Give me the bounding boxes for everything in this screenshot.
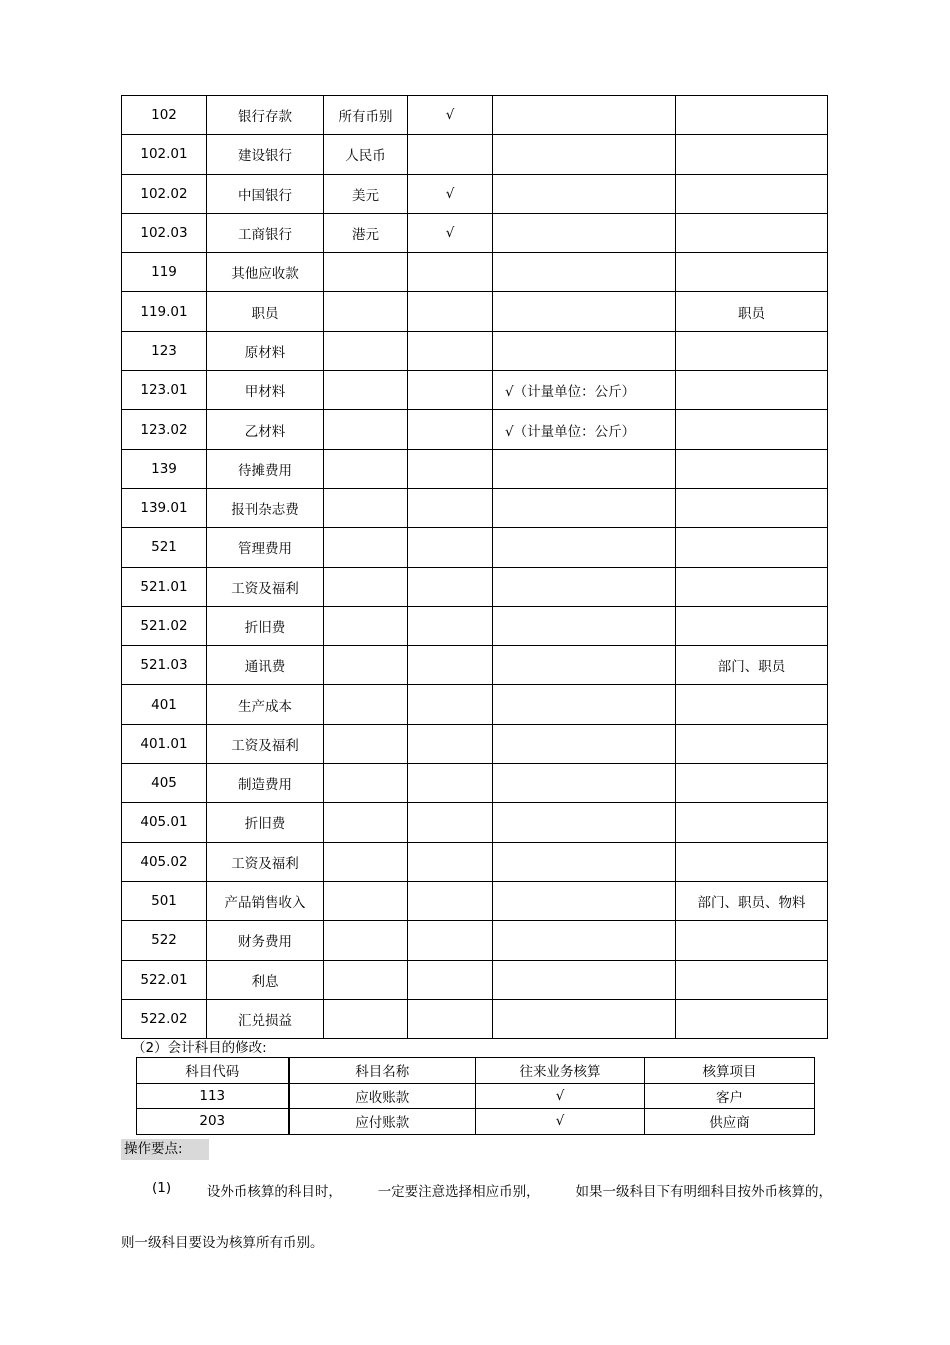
account-row xyxy=(122,881,828,920)
quantity-accounting-cell xyxy=(493,488,676,527)
foreign-currency-check-cell xyxy=(408,253,493,292)
header-cell: 科目代码 xyxy=(137,1058,289,1084)
account-code-cell: 119.01 xyxy=(122,292,207,331)
auxiliary-item-cell xyxy=(676,331,828,370)
quantity-accounting-cell xyxy=(493,528,676,567)
foreign-currency-check-cell xyxy=(408,528,493,567)
auxiliary-item-cell xyxy=(676,803,828,842)
foreign-currency-check-cell xyxy=(408,960,493,999)
quantity-accounting-cell xyxy=(493,253,676,292)
account-name-cell: 甲材料 xyxy=(207,371,324,410)
account-code-cell: 522 xyxy=(122,921,207,960)
header-cell: 科目名称 xyxy=(289,1058,476,1084)
check-cell: √ xyxy=(476,1109,645,1135)
account-name-cell: 生产成本 xyxy=(207,685,324,724)
account-code-cell: 119 xyxy=(122,253,207,292)
account-name-cell: 原材料 xyxy=(207,331,324,370)
quantity-accounting-cell xyxy=(493,449,676,488)
foreign-currency-check-cell xyxy=(408,724,493,763)
account-code-cell: 123 xyxy=(122,331,207,370)
account-row xyxy=(122,292,828,331)
auxiliary-item-cell xyxy=(676,213,828,252)
account-code-cell: 521.03 xyxy=(122,646,207,685)
foreign-currency-check-cell xyxy=(408,371,493,410)
currency-cell xyxy=(324,960,408,999)
auxiliary-item-cell: 职员 xyxy=(676,292,828,331)
auxiliary-item-cell xyxy=(676,174,828,213)
account-name-cell: 职员 xyxy=(207,292,324,331)
account-row xyxy=(122,528,828,567)
account-code-cell: 139.01 xyxy=(122,488,207,527)
quantity-accounting-cell xyxy=(493,842,676,881)
code-cell: 113 xyxy=(137,1083,289,1109)
quantity-accounting-cell: √（计量单位：公斤） xyxy=(493,371,676,410)
account-name-cell: 待摊费用 xyxy=(207,449,324,488)
currency-cell xyxy=(324,567,408,606)
account-name-cell: 银行存款 xyxy=(207,96,324,135)
foreign-currency-check-cell xyxy=(408,764,493,803)
account-row xyxy=(122,410,828,449)
account-row xyxy=(122,96,828,135)
auxiliary-item-cell xyxy=(676,960,828,999)
account-row xyxy=(122,646,828,685)
account-row xyxy=(122,921,828,960)
modification-row xyxy=(137,1109,815,1135)
account-name-cell: 工资及福利 xyxy=(207,842,324,881)
account-code-cell: 405.02 xyxy=(122,842,207,881)
currency-cell xyxy=(324,685,408,724)
auxiliary-item-cell xyxy=(676,842,828,881)
account-name-cell: 乙材料 xyxy=(207,410,324,449)
currency-cell: 美元 xyxy=(324,174,408,213)
section-heading: （2）会计科目的修改: xyxy=(132,1040,267,1056)
auxiliary-item-cell xyxy=(676,999,828,1038)
currency-cell xyxy=(324,371,408,410)
currency-cell xyxy=(324,449,408,488)
foreign-currency-check-cell xyxy=(408,606,493,645)
account-name-cell: 工资及福利 xyxy=(207,724,324,763)
auxiliary-item-cell xyxy=(676,410,828,449)
foreign-currency-check-cell xyxy=(408,921,493,960)
currency-cell: 所有币别 xyxy=(324,96,408,135)
note-line-1 xyxy=(152,1180,832,1200)
currency-cell xyxy=(324,881,408,920)
quantity-accounting-cell xyxy=(493,96,676,135)
auxiliary-item-cell xyxy=(676,449,828,488)
account-name-cell: 产品销售收入 xyxy=(207,881,324,920)
account-row xyxy=(122,371,828,410)
account-code-cell: 405 xyxy=(122,764,207,803)
quantity-accounting-cell xyxy=(493,685,676,724)
note-text: 设外币核算的科目时， xyxy=(206,1184,342,1200)
auxiliary-item-cell xyxy=(676,253,828,292)
account-name-cell: 汇兑损益 xyxy=(207,999,324,1038)
account-name-cell: 管理费用 xyxy=(207,528,324,567)
account-code-cell: 123.02 xyxy=(122,410,207,449)
account-name-cell: 利息 xyxy=(207,960,324,999)
account-name-cell: 中国银行 xyxy=(207,174,324,213)
quantity-accounting-cell xyxy=(493,764,676,803)
modification-row xyxy=(137,1083,815,1109)
account-code-cell: 521.02 xyxy=(122,606,207,645)
account-row xyxy=(122,567,828,606)
foreign-currency-check-cell xyxy=(408,567,493,606)
account-name-cell: 工商银行 xyxy=(207,213,324,252)
quantity-accounting-cell xyxy=(493,724,676,763)
account-table xyxy=(121,95,828,1039)
account-code-cell: 401 xyxy=(122,685,207,724)
account-row xyxy=(122,331,828,370)
account-code-cell: 139 xyxy=(122,449,207,488)
item-cell: 客户 xyxy=(645,1083,815,1109)
auxiliary-item-cell: 部门、职员、物料 xyxy=(676,881,828,920)
account-row xyxy=(122,174,828,213)
auxiliary-item-cell: 部门、职员 xyxy=(676,646,828,685)
foreign-currency-check-cell xyxy=(408,803,493,842)
quantity-accounting-cell xyxy=(493,331,676,370)
currency-cell xyxy=(324,331,408,370)
foreign-currency-check-cell xyxy=(408,135,493,174)
account-row xyxy=(122,685,828,724)
quantity-accounting-cell xyxy=(493,135,676,174)
account-code-cell: 401.01 xyxy=(122,724,207,763)
account-row xyxy=(122,449,828,488)
account-row xyxy=(122,842,828,881)
foreign-currency-check-cell: √ xyxy=(408,213,493,252)
account-row xyxy=(122,803,828,842)
account-name-cell: 折旧费 xyxy=(207,606,324,645)
auxiliary-item-cell xyxy=(676,528,828,567)
name-cell: 应收账款 xyxy=(289,1083,476,1109)
currency-cell xyxy=(324,646,408,685)
account-name-cell: 制造费用 xyxy=(207,764,324,803)
account-row xyxy=(122,213,828,252)
quantity-accounting-cell xyxy=(493,174,676,213)
auxiliary-item-cell xyxy=(676,606,828,645)
account-code-cell: 102.03 xyxy=(122,213,207,252)
currency-cell xyxy=(324,921,408,960)
currency-cell xyxy=(324,488,408,527)
currency-cell xyxy=(324,292,408,331)
account-name-cell: 通讯费 xyxy=(207,646,324,685)
ops-title: 操作要点: xyxy=(121,1139,209,1160)
currency-cell xyxy=(324,999,408,1038)
foreign-currency-check-cell xyxy=(408,449,493,488)
account-code-cell: 102.02 xyxy=(122,174,207,213)
currency-cell xyxy=(324,606,408,645)
auxiliary-item-cell xyxy=(676,96,828,135)
item-cell: 供应商 xyxy=(645,1109,815,1135)
currency-cell xyxy=(324,410,408,449)
account-code-cell: 102 xyxy=(122,96,207,135)
foreign-currency-check-cell xyxy=(408,842,493,881)
account-code-cell: 405.01 xyxy=(122,803,207,842)
note-text: 如果一级科目下有明细科目按外币核算的， xyxy=(575,1184,832,1200)
currency-cell xyxy=(324,528,408,567)
header-cell: 往来业务核算 xyxy=(476,1058,645,1084)
account-code-cell: 123.01 xyxy=(122,371,207,410)
foreign-currency-check-cell xyxy=(408,292,493,331)
quantity-accounting-cell xyxy=(493,960,676,999)
foreign-currency-check-cell xyxy=(408,685,493,724)
account-row xyxy=(122,606,828,645)
quantity-accounting-cell xyxy=(493,292,676,331)
currency-cell xyxy=(324,253,408,292)
foreign-currency-check-cell xyxy=(408,488,493,527)
note-text: 一定要注意选择相应币别， xyxy=(377,1184,540,1200)
foreign-currency-check-cell xyxy=(408,881,493,920)
account-row xyxy=(122,488,828,527)
auxiliary-item-cell xyxy=(676,921,828,960)
header-cell: 核算项目 xyxy=(645,1058,815,1084)
foreign-currency-check-cell xyxy=(408,410,493,449)
foreign-currency-check-cell xyxy=(408,999,493,1038)
name-cell: 应付账款 xyxy=(289,1109,476,1135)
note-line-2: 则一级科目要设为核算所有币别。 xyxy=(121,1235,324,1251)
foreign-currency-check-cell xyxy=(408,331,493,370)
modification-table xyxy=(136,1057,815,1135)
foreign-currency-check-cell: √ xyxy=(408,96,493,135)
quantity-accounting-cell xyxy=(493,921,676,960)
account-name-cell: 财务费用 xyxy=(207,921,324,960)
account-code-cell: 521.01 xyxy=(122,567,207,606)
account-row xyxy=(122,724,828,763)
account-code-cell: 501 xyxy=(122,881,207,920)
currency-cell: 人民币 xyxy=(324,135,408,174)
modification-header-row xyxy=(137,1058,815,1084)
account-name-cell: 折旧费 xyxy=(207,803,324,842)
account-name-cell: 建设银行 xyxy=(207,135,324,174)
auxiliary-item-cell xyxy=(676,724,828,763)
foreign-currency-check-cell xyxy=(408,646,493,685)
quantity-accounting-cell xyxy=(493,881,676,920)
note-number: (1) xyxy=(152,1180,172,1196)
currency-cell xyxy=(324,724,408,763)
account-name-cell: 报刊杂志费 xyxy=(207,488,324,527)
currency-cell xyxy=(324,764,408,803)
auxiliary-item-cell xyxy=(676,135,828,174)
quantity-accounting-cell xyxy=(493,803,676,842)
account-table-body xyxy=(122,96,828,1039)
quantity-accounting-cell xyxy=(493,606,676,645)
quantity-accounting-cell xyxy=(493,646,676,685)
account-code-cell: 102.01 xyxy=(122,135,207,174)
account-name-cell: 工资及福利 xyxy=(207,567,324,606)
account-name-cell: 其他应收款 xyxy=(207,253,324,292)
check-cell: √ xyxy=(476,1083,645,1109)
quantity-accounting-cell xyxy=(493,999,676,1038)
account-code-cell: 522.02 xyxy=(122,999,207,1038)
quantity-accounting-cell xyxy=(493,567,676,606)
quantity-accounting-cell xyxy=(493,213,676,252)
auxiliary-item-cell xyxy=(676,764,828,803)
account-row xyxy=(122,960,828,999)
account-row xyxy=(122,999,828,1038)
currency-cell xyxy=(324,803,408,842)
foreign-currency-check-cell: √ xyxy=(408,174,493,213)
account-code-cell: 522.01 xyxy=(122,960,207,999)
auxiliary-item-cell xyxy=(676,567,828,606)
account-row xyxy=(122,253,828,292)
account-row xyxy=(122,135,828,174)
auxiliary-item-cell xyxy=(676,685,828,724)
code-cell: 203 xyxy=(137,1109,289,1135)
currency-cell xyxy=(324,842,408,881)
auxiliary-item-cell xyxy=(676,371,828,410)
account-row xyxy=(122,764,828,803)
auxiliary-item-cell xyxy=(676,488,828,527)
account-code-cell: 521 xyxy=(122,528,207,567)
currency-cell: 港元 xyxy=(324,213,408,252)
quantity-accounting-cell: √（计量单位：公斤） xyxy=(493,410,676,449)
